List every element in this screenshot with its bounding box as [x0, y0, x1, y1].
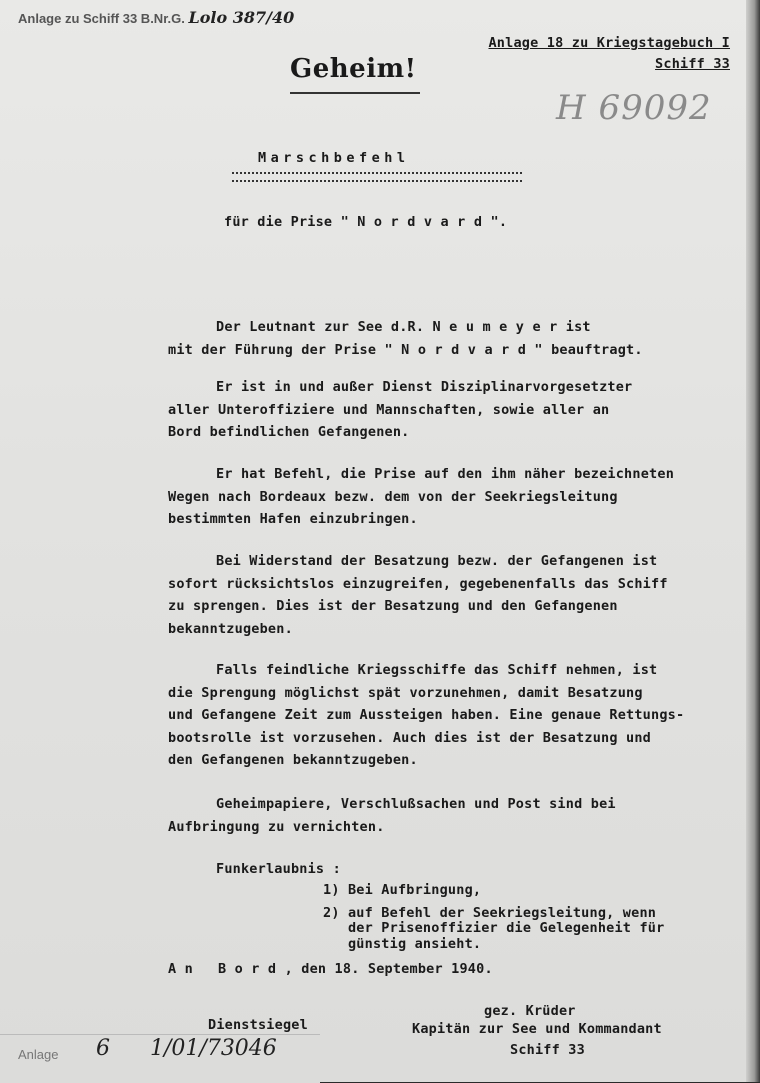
signature-name: gez. Krüder — [484, 1003, 576, 1019]
list-item: günstig ansieht. — [323, 935, 482, 952]
attachment-stamp — [18, 8, 294, 27]
classification-heading: Geheim! — [290, 54, 417, 84]
paragraph-4 — [168, 550, 668, 640]
paragraph-line: Geheimpapiere, Verschlußsachen und Post sind bei — [216, 796, 616, 812]
page-edge — [746, 0, 760, 1082]
footer-handwritten-number: 6 — [96, 1036, 110, 1061]
document-title: Marschbefehl — [258, 150, 410, 166]
paragraph-line: Aufbringung zu vernichten. — [168, 818, 385, 835]
paragraph-6 — [168, 793, 616, 838]
annex-line-2: Schiff 33 — [655, 56, 730, 72]
paragraph-line: Wegen nach Bordeaux bezw. dem von der Seekriegsleitung — [168, 488, 618, 505]
paragraph-line: zu sprengen. Dies ist der Besatzung und den Gefangenen — [168, 598, 618, 614]
paragraph-line: bootsrolle ist vorzusehen. Auch dies ist der Besatzung und — [168, 729, 652, 746]
paragraph-line: bestimmten Hafen einzubringen. — [168, 511, 418, 527]
classification-underline — [290, 92, 420, 94]
paragraph-5 — [168, 659, 684, 772]
footer-handwritten-reference: 1/01/73046 — [150, 1036, 277, 1061]
paragraph-3 — [168, 463, 674, 531]
annex-reference — [488, 33, 730, 75]
paragraph-line: die Sprengung möglichst spät vorzunehmen, damit Besatzung — [168, 684, 643, 701]
paragraph-line: Falls feindliche Kriegsschiffe das Schiff nehmen, ist — [216, 662, 658, 678]
paragraph-line: den Gefangenen bekanntzugeben. — [168, 752, 418, 768]
stamp-handwritten-number: Lolo 387/40 — [188, 8, 295, 27]
paragraph-1 — [168, 316, 643, 361]
paragraph-line: Er hat Befehl, die Prise auf den ihm näher bezeichneten — [216, 466, 675, 482]
annex-line-1: Anlage 18 zu Kriegstagebuch I — [488, 35, 730, 51]
paragraph-line: Der Leutnant zur See d.R. N e u m e y e r ist — [216, 319, 591, 335]
archive-pencil-number: H 69092 — [556, 88, 712, 128]
paragraph-line: bekanntzugeben. — [168, 620, 293, 637]
place-date: A n B o r d , den 18. September 1940. — [168, 961, 493, 977]
footer-stamp-label: Anlage — [18, 1047, 59, 1062]
paragraph-line: und Gefangene Zeit zum Aussteigen haben. Eine genaue Rettungs- — [168, 707, 685, 723]
paragraph-line: Bord befindlichen Gefangenen. — [168, 424, 410, 440]
signature-rank: Kapitän zur See und Kommandant — [412, 1021, 662, 1037]
radio-permission-list — [323, 883, 664, 952]
seal-label: Dienstsiegel — [208, 1017, 308, 1033]
list-item: 2) auf Befehl der Seekriegsleitung, wenn — [323, 904, 657, 921]
paragraph-line: mit der Führung der Prise " N o r d v a r d " beauftragt. — [168, 341, 643, 358]
list-item: 1) Bei Aufbringung, — [323, 882, 482, 898]
stamp-text: Anlage zu Schiff 33 B.Nr.G. — [18, 11, 185, 26]
paragraph-line: Er ist in und außer Dienst Disziplinarvorgesetzter — [216, 379, 633, 395]
signature-unit: Schiff 33 — [510, 1042, 585, 1058]
paragraph-2 — [168, 376, 632, 444]
document-subtitle: für die Prise " N o r d v a r d ". — [224, 214, 508, 230]
list-item: der Prisenoffizier die Gelegenheit für — [323, 920, 665, 936]
title-underline — [232, 172, 522, 182]
paragraph-line: Bei Widerstand der Besatzung bezw. der Gefangenen ist — [216, 553, 658, 569]
paragraph-line: aller Unteroffiziere und Mannschaften, sowie aller an — [168, 401, 610, 418]
radio-permission-label: Funkerlaubnis : — [216, 861, 341, 877]
paragraph-line: sofort rücksichtslos einzugreifen, gegebenenfalls das Schiff — [168, 575, 668, 592]
